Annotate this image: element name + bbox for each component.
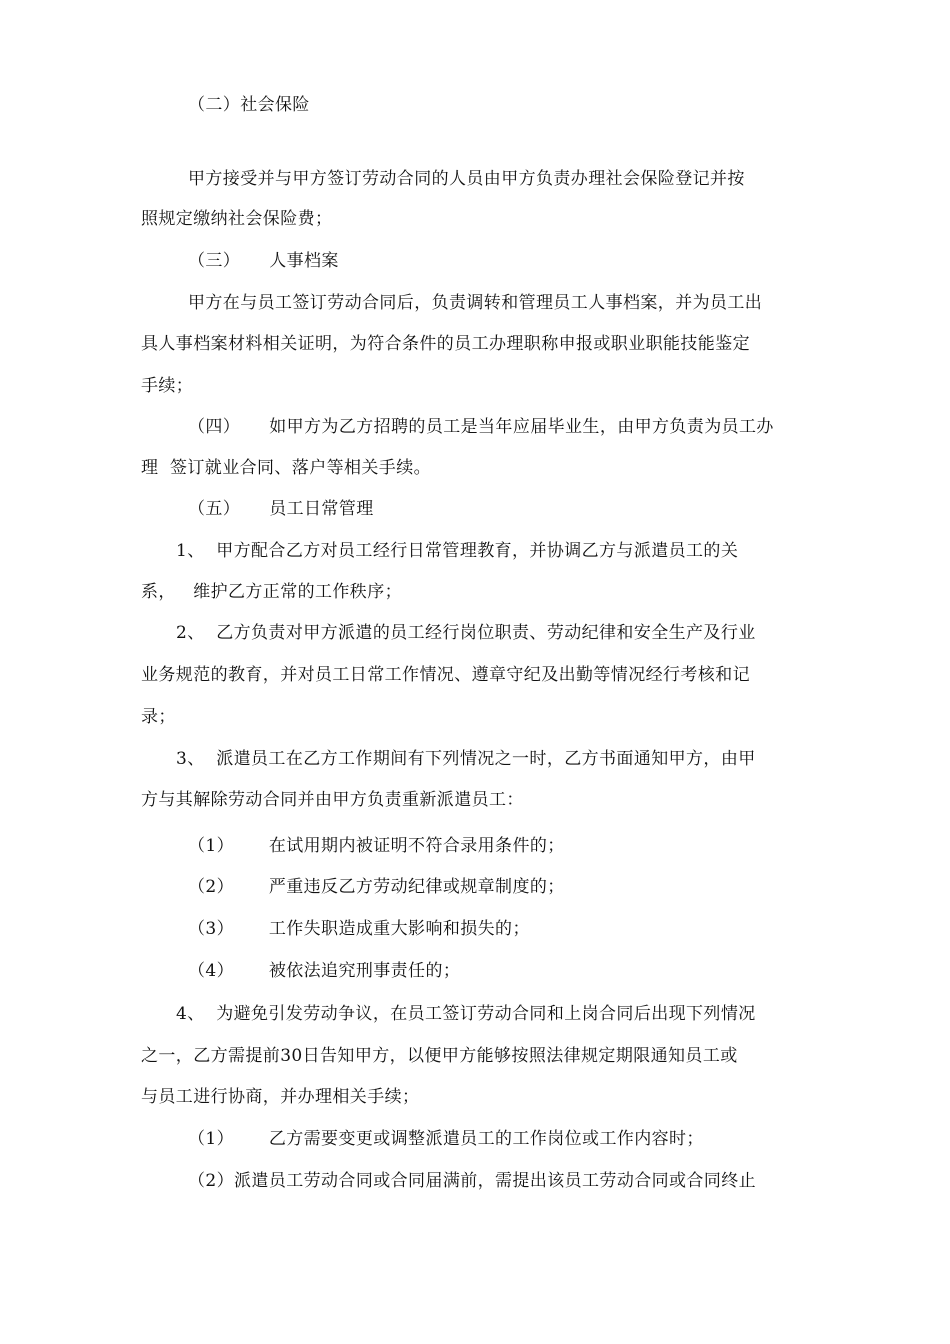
paragraph-line: 具人事档案材料相关证明，为符合条件的员工办理职称申报或职业职能技能鉴定 — [141, 334, 750, 354]
sub-list-item: （1） 在试用期内被证明不符合录用条件的； — [188, 836, 565, 856]
section-heading-personnel-files: （三） 人事档案 — [188, 251, 339, 271]
paragraph-line: 理 签订就业合同、落户等相关手续。 — [141, 458, 432, 478]
sub-list-item: （4） 被依法追究刑事责任的； — [188, 961, 461, 981]
paragraph-line: 业务规范的教育，并对员工日常工作情况、遵章守纪及出勤等情况经行考核和记 — [141, 665, 750, 685]
paragraph-line: 录； — [141, 707, 176, 727]
paragraph-line: 之一，乙方需提前30日告知甲方，以便甲方能够按照法律规定期限通知员工或 — [141, 1046, 738, 1066]
sub-list-item: （3） 工作失职造成重大影响和损失的； — [188, 919, 530, 939]
list-item: 4、 为避免引发劳动争议，在员工签订劳动合同和上岗合同后出现下列情况 — [176, 1004, 756, 1024]
paragraph-line: 与员工进行协商，并办理相关手续； — [141, 1087, 420, 1107]
paragraph-line: 手续； — [141, 376, 194, 396]
section-heading-social-insurance: （二）社会保险 — [188, 95, 310, 115]
list-item: 1、 甲方配合乙方对员工经行日常管理教育，并协调乙方与派遣员工的关 — [176, 541, 739, 561]
section-heading-daily-management: （五） 员工日常管理 — [188, 499, 374, 519]
sub-list-item: （2）派遣员工劳动合同或合同届满前，需提出该员工劳动合同或合同终止 — [188, 1171, 757, 1191]
sub-list-item: （2） 严重违反乙方劳动纪律或规章制度的； — [188, 877, 565, 897]
list-item: 3、 派遣员工在乙方工作期间有下列情况之一时，乙方书面通知甲方，由甲 — [176, 749, 756, 769]
paragraph-line: 甲方在与员工签订劳动合同后，负责调转和管理员工人事档案，并为员工出 — [188, 293, 763, 313]
section-heading-graduates: （四） 如甲方为乙方招聘的员工是当年应届毕业生，由甲方负责为员工办 — [188, 417, 774, 437]
paragraph-line: 方与其解除劳动合同并由甲方负责重新派遣员工： — [141, 790, 524, 810]
list-item: 2、 乙方负责对甲方派遣的员工经行岗位职责、劳动纪律和安全生产及行业 — [176, 623, 756, 643]
paragraph-line: 照规定缴纳社会保险费； — [141, 209, 333, 229]
paragraph-line: 系， 维护乙方正常的工作秩序； — [141, 582, 403, 602]
paragraph-line: 甲方接受并与甲方签订劳动合同的人员由甲方负责办理社会保险登记并按 — [188, 169, 745, 189]
sub-list-item: （1） 乙方需要变更或调整派遣员工的工作岗位或工作内容时； — [188, 1129, 704, 1149]
